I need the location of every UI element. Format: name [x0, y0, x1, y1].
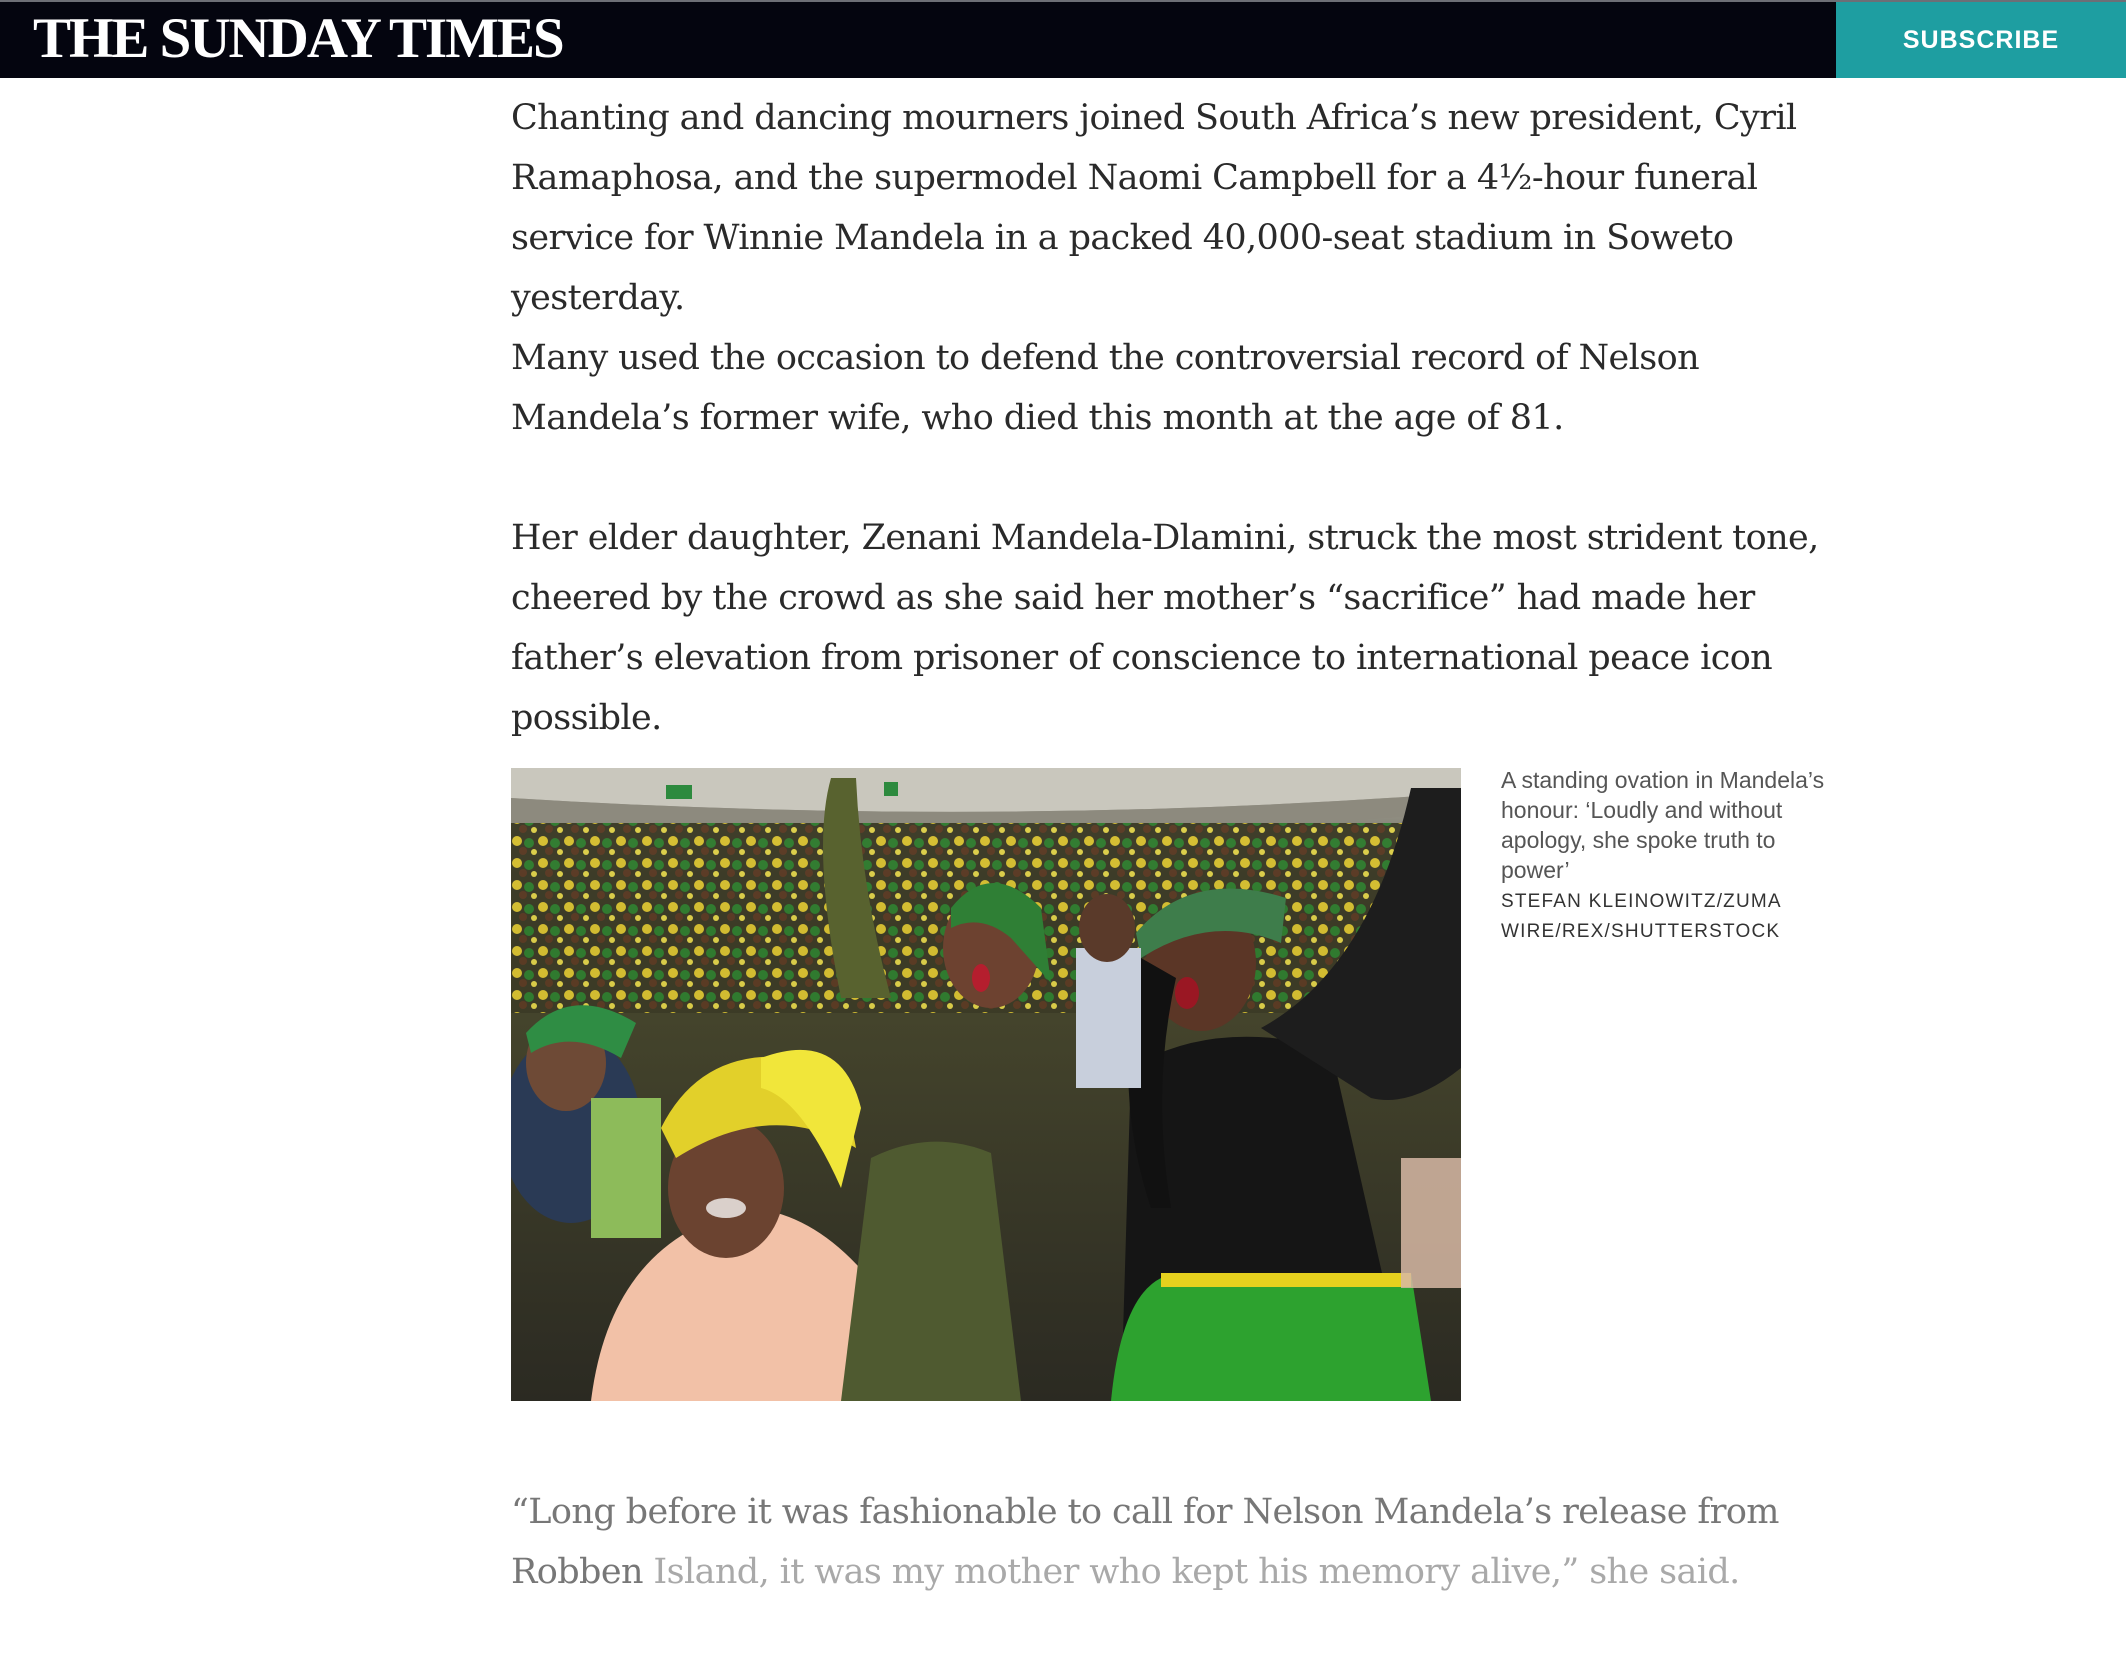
photo-caption: A standing ovation in Mandela’s honour: ‘Loudly and without apology, she spoke truth to power’: [1501, 767, 1825, 883]
masthead-logo[interactable]: THE SUNDAY TIMES: [33, 7, 563, 70]
photo-credit: STEFAN KLEINOWITZ/ZUMA WIRE/REX/SHUTTERSTOCK: [1501, 891, 1781, 942]
article-paragraph-2: Many used the occasion to defend the controversial record of Nelson Mandela’s former wife, who died this month at the age of 81.: [511, 338, 1700, 438]
subscribe-button[interactable]: SUBSCRIBE: [1836, 2, 2126, 78]
article-paragraph-1: Chanting and dancing mourners joined South Africa’s new president, Cyril Ramaphosa, and the supermodel Naomi Campbell for a 4½-hour funeral service for Winnie Mandela in a packed 40,000-seat stadium in Soweto yesterday.: [511, 98, 1797, 318]
stadium-crowd-photo: [511, 768, 1461, 1401]
site-header: [0, 0, 2126, 78]
quote-visible-text: “Long before it was fashionable to call for Nelson Mandela’s release from Robben: [511, 1492, 1779, 1592]
article-quote-paragraph: [511, 1482, 1851, 1602]
quote-faded-text: Island, it was my mother who kept his memory alive,” she said.: [653, 1552, 1740, 1592]
article-paragraph-3: Her elder daughter, Zenani Mandela-Dlamini, struck the most strident tone, cheered by the crowd as she said her mother’s “sacrifice” had made her father’s elevation from prisoner of conscience to international peace icon possible.: [511, 518, 1819, 738]
